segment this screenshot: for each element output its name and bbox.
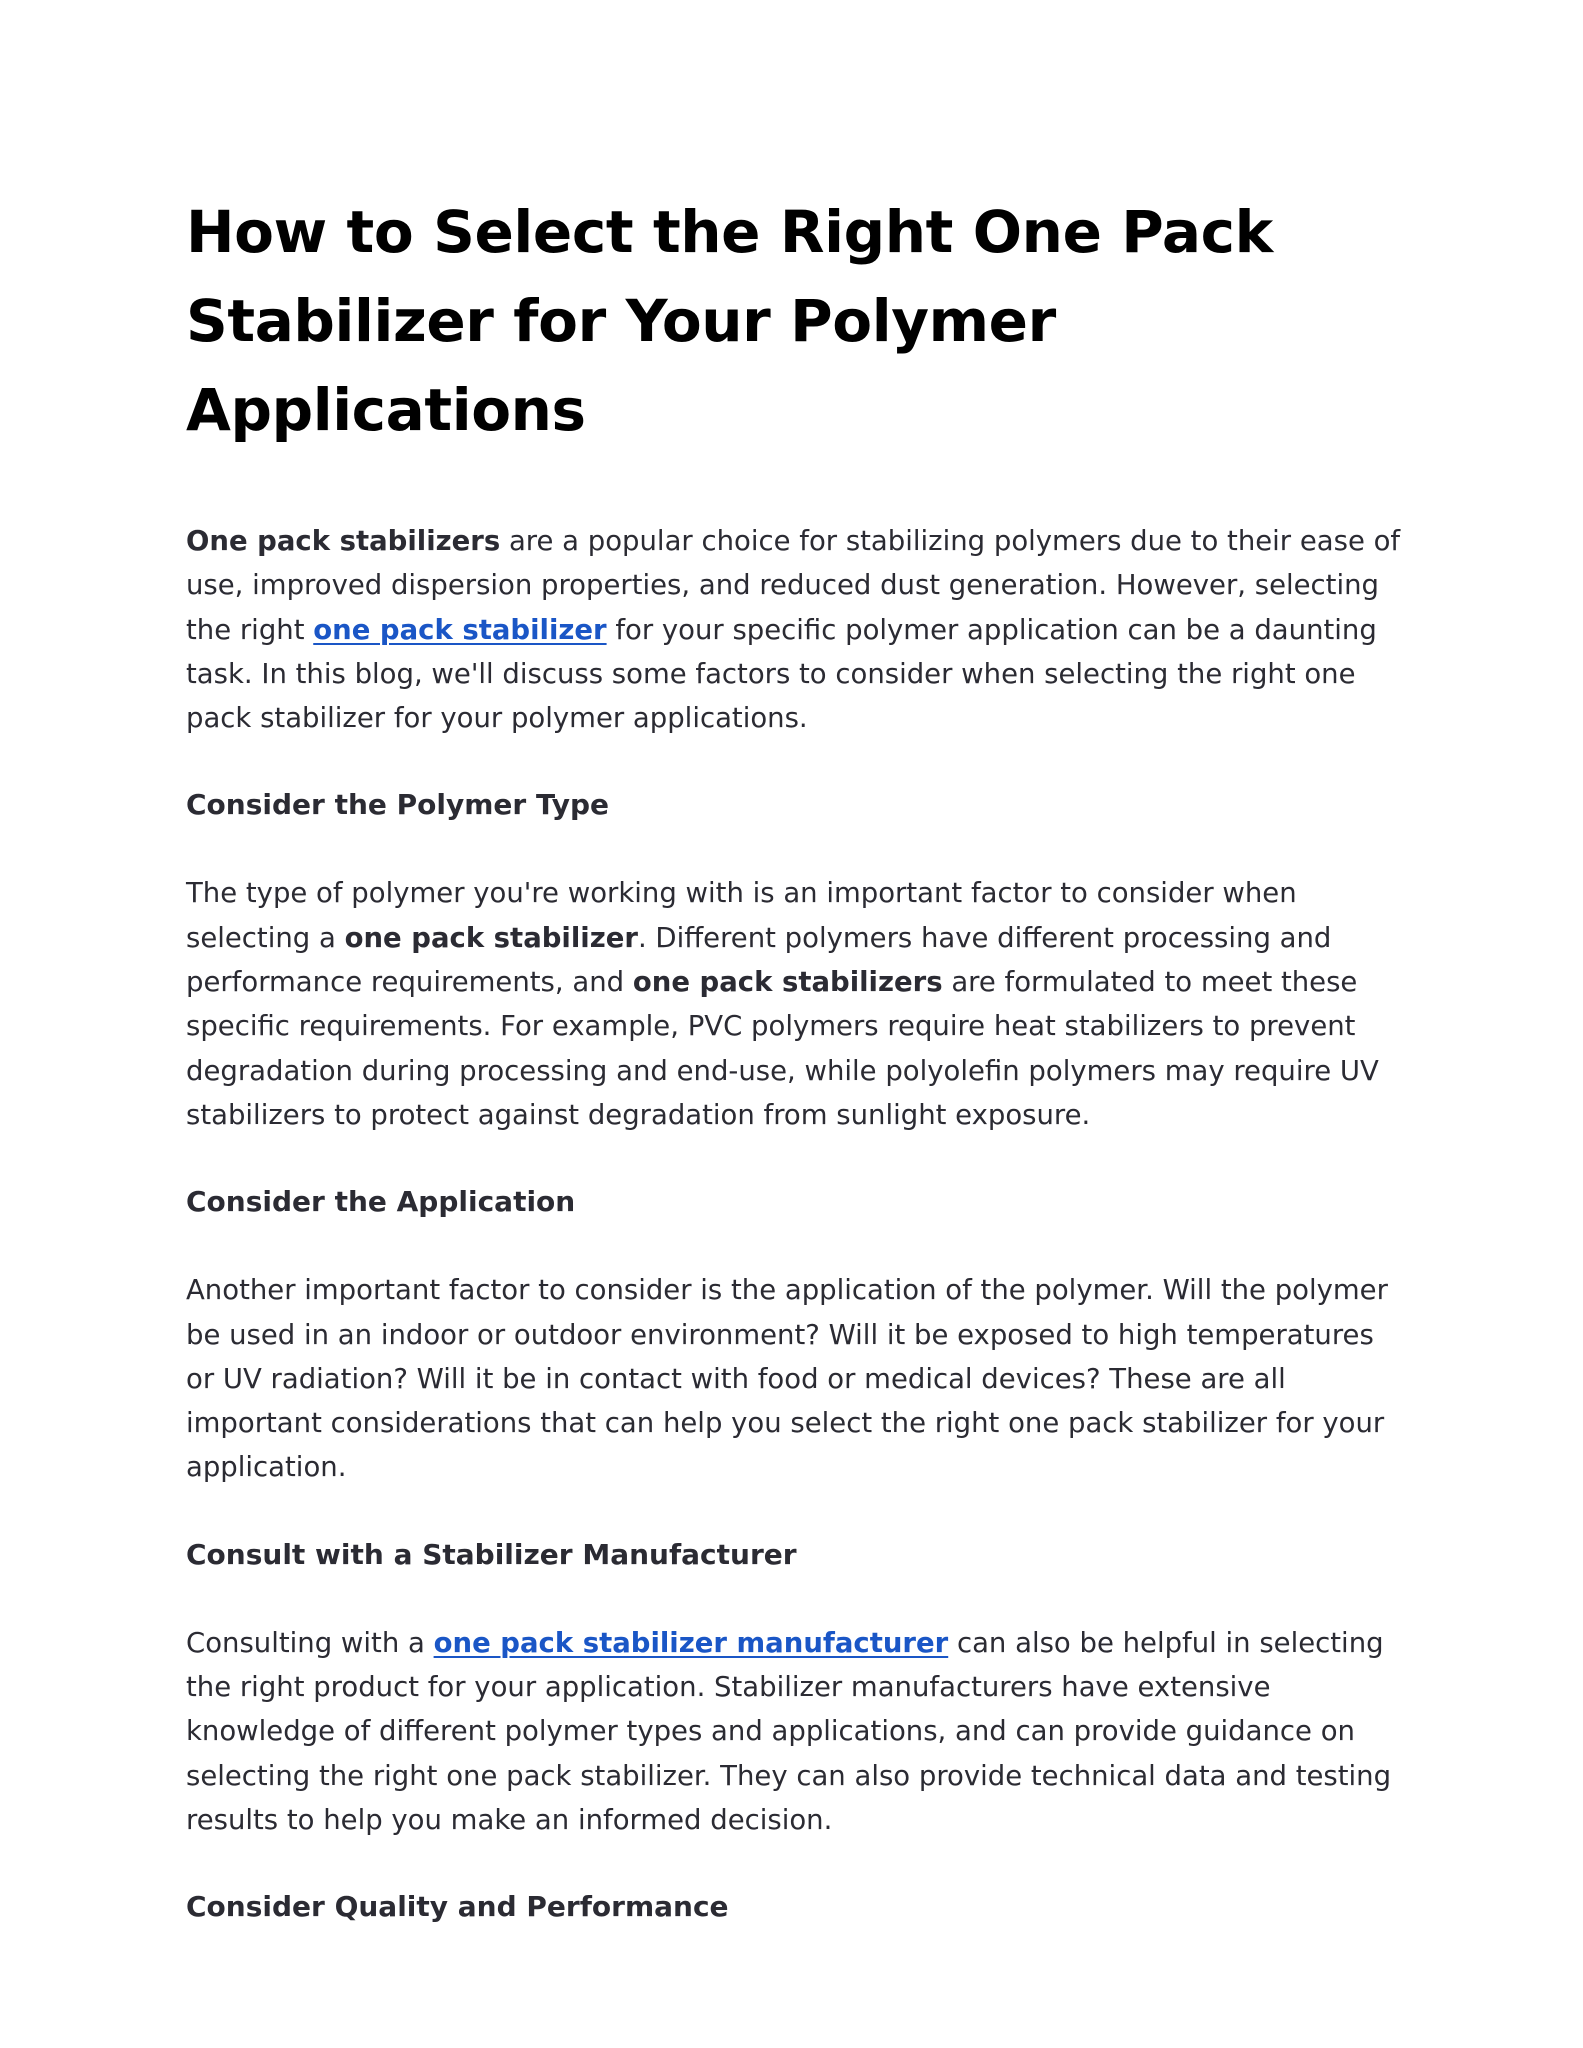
intro-paragraph <box>186 519 1403 740</box>
section-heading-polymer-type: Consider the Polymer Type <box>186 788 610 822</box>
polymer-type-text-1: The type of polymer you're working with is an important factor to consider when selecting a <box>186 877 1297 954</box>
intro-text-2: for your specific polymer application can be a daunting task. In this blog, we'll discuss some factors to consider when selecting the right one pack stabilizer for your polymer applications. <box>186 613 1377 735</box>
one-pack-stabilizer-link[interactable]: one pack stabilizer <box>313 613 607 646</box>
section-paragraph-polymer-type <box>186 871 1403 1137</box>
polymer-type-bold-2: one pack stabilizers <box>632 966 943 999</box>
section-paragraph-manufacturer <box>186 1621 1403 1842</box>
section-heading-quality-performance: Consider Quality and Performance <box>186 1890 729 1924</box>
section-paragraph-application: Another important factor to consider is the application of the polymer. Will the polymer be used in an indoor or outdoor environment? Will it be exposed to high temperatures or UV radiation? Will it be in contact with food or medical devices? These are all important considerations that can help you select the right one pack stabilizer for your application. <box>186 1274 1388 1484</box>
polymer-type-text-3: are formulated to meet these specific requirements. For example, PVC polymers require heat stabilizers to prevent degradation during processing and end-use, while polyolefin polymers may require UV stabilizers to protect against degradation from sunlight exposure. <box>186 966 1379 1131</box>
one-pack-stabilizer-manufacturer-link[interactable]: one pack stabilizer manufacturer <box>433 1626 949 1659</box>
manufacturer-text-1: Consulting with a <box>186 1626 434 1659</box>
polymer-type-text-2: . Different polymers have different processing and performance requirements, and <box>186 921 1332 999</box>
article-title: How to Select the Right One Pack Stabilizer for Your Polymer Applications <box>186 198 1273 444</box>
section-heading-manufacturer: Consult with a Stabilizer Manufacturer <box>186 1537 797 1571</box>
polymer-type-bold-1: one pack stabilizer <box>344 921 638 954</box>
intro-bold-lead: One pack stabilizers <box>186 525 501 557</box>
section-heading-application: Consider the Application <box>186 1185 576 1219</box>
intro-text-1: are a popular choice for stabilizing polymers due to their ease of use, improved dispersion properties, and reduced dust generation. However, selecting the right <box>186 525 1401 646</box>
manufacturer-text-2: can also be helpful in selecting the right product for your application. Stabilizer manufacturers have extensive knowledge of different polymer types and applications, and can provide guidance on selecting the right one pack stabilizer. They can also provide technical data and testing results to help you make an informed decision. <box>186 1626 1392 1836</box>
